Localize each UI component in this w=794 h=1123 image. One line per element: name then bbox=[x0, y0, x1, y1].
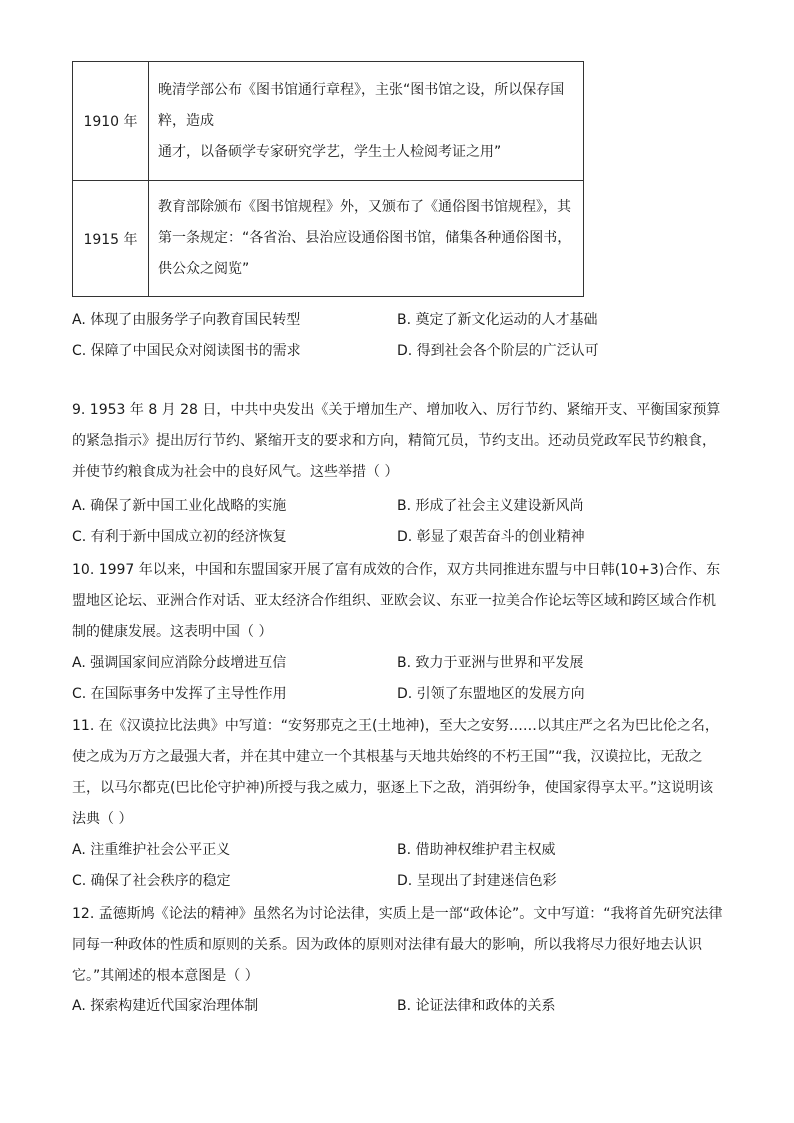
table-row bbox=[73, 62, 584, 181]
q9-stem: 9. 1953 年 8 月 28 日，中共中央发出《关于增加生产、增加收入、厉行节约、紧缩开支、平衡国家预算的紧急指示》提出厉行节约、紧缩开支的要求和方向，精简冗员，节约支出。还动员党政军民节约粮食，并使节约粮食成为社会中的良好风气。这些举措（ ） bbox=[72, 402, 721, 480]
description-cell bbox=[149, 181, 584, 297]
q12-option-a[interactable]: A. 探索构建近代国家治理体制 bbox=[72, 998, 259, 1014]
history-table bbox=[72, 61, 584, 297]
q10-option-c[interactable]: C. 在国际事务中发挥了主导性作用 bbox=[72, 686, 287, 702]
q8-option-d[interactable]: D. 得到社会各个阶层的广泛认可 bbox=[397, 343, 599, 359]
q11-option-a[interactable]: A. 注重维护社会公平正义 bbox=[72, 842, 231, 858]
year-cell: 1915 年 bbox=[73, 181, 149, 297]
q8-option-c[interactable]: C. 保障了中国民众对阅读图书的需求 bbox=[72, 343, 301, 359]
description-line: 通才，以备硕学专家研究学艺，学生士人检阅考证之用” bbox=[158, 143, 502, 160]
q11-option-c[interactable]: C. 确保了社会秩序的稳定 bbox=[72, 873, 231, 889]
description-line: 晚清学部公布《图书馆通行章程》，主张“图书馆之设，所以保存国粹，造成 bbox=[158, 81, 565, 129]
q10-option-a[interactable]: A. 强调国家间应消除分歧增进互信 bbox=[72, 655, 287, 671]
year-cell: 1910 年 bbox=[73, 62, 149, 181]
q8-option-a[interactable]: A. 体现了由服务学子向教育国民转型 bbox=[72, 312, 301, 328]
q10-option-b[interactable]: B. 致力于亚洲与世界和平发展 bbox=[397, 655, 584, 671]
q10-stem: 10. 1997 年以来，中国和东盟国家开展了富有成效的合作，双方共同推进东盟与中日韩(10+3)合作、东盟地区论坛、亚洲合作对话、亚太经济合作组织、亚欧会议、东亚一拉美合作论坛等区域和跨区域合作机制的健康发展。这表明中国（ ） bbox=[72, 562, 721, 640]
q11-stem: 11. 在《汉谟拉比法典》中写道：“安努那克之王(土地神)，至大之安努……以其庄严之名为巴比伦之名，使之成为万方之最强大者，并在其中建立一个其根基与天地共始终的不朽王国”“我，汉谟拉比，无敌之王，以马尔都克(巴比伦守护神)所授与我之威力，驱逐上下之敌，消弭纷争，使国家得享太平。”这说明该法典（ ） bbox=[72, 718, 719, 827]
q12-option-b[interactable]: B. 论证法律和政体的关系 bbox=[397, 998, 556, 1014]
q9-option-d[interactable]: D. 彰显了艰苦奋斗的创业精神 bbox=[397, 529, 585, 545]
q11-option-b[interactable]: B. 借助神权维护君主权威 bbox=[397, 842, 556, 858]
q12-stem: 12. 孟德斯鸠《论法的精神》虽然名为讨论法律，实质上是一部“政体论”。文中写道：“我将首先研究法律同每一种政体的性质和原则的关系。因为政体的原则对法律有最大的影响，所以我将尽力很好地去认识它。”其阐述的根本意图是（ ） bbox=[72, 906, 723, 984]
q9-option-a[interactable]: A. 确保了新中国工业化战略的实施 bbox=[72, 498, 287, 514]
q10-option-d[interactable]: D. 引领了东盟地区的发展方向 bbox=[397, 686, 585, 702]
q11-option-d[interactable]: D. 呈现出了封建迷信色彩 bbox=[397, 873, 557, 889]
description-line: 教育部除颁布《图书馆规程》外，又颁布了《通俗图书馆规程》，其第一条规定：“各省治、县治应设通俗图书馆，储集各种通俗图书，供公众之阅览” bbox=[158, 199, 572, 277]
q9-option-c[interactable]: C. 有利于新中国成立初的经济恢复 bbox=[72, 529, 287, 545]
q9-option-b[interactable]: B. 形成了社会主义建设新风尚 bbox=[397, 498, 584, 514]
table-row bbox=[73, 181, 584, 297]
q8-option-b[interactable]: B. 奠定了新文化运动的人才基础 bbox=[397, 312, 598, 328]
description-cell bbox=[149, 62, 584, 181]
